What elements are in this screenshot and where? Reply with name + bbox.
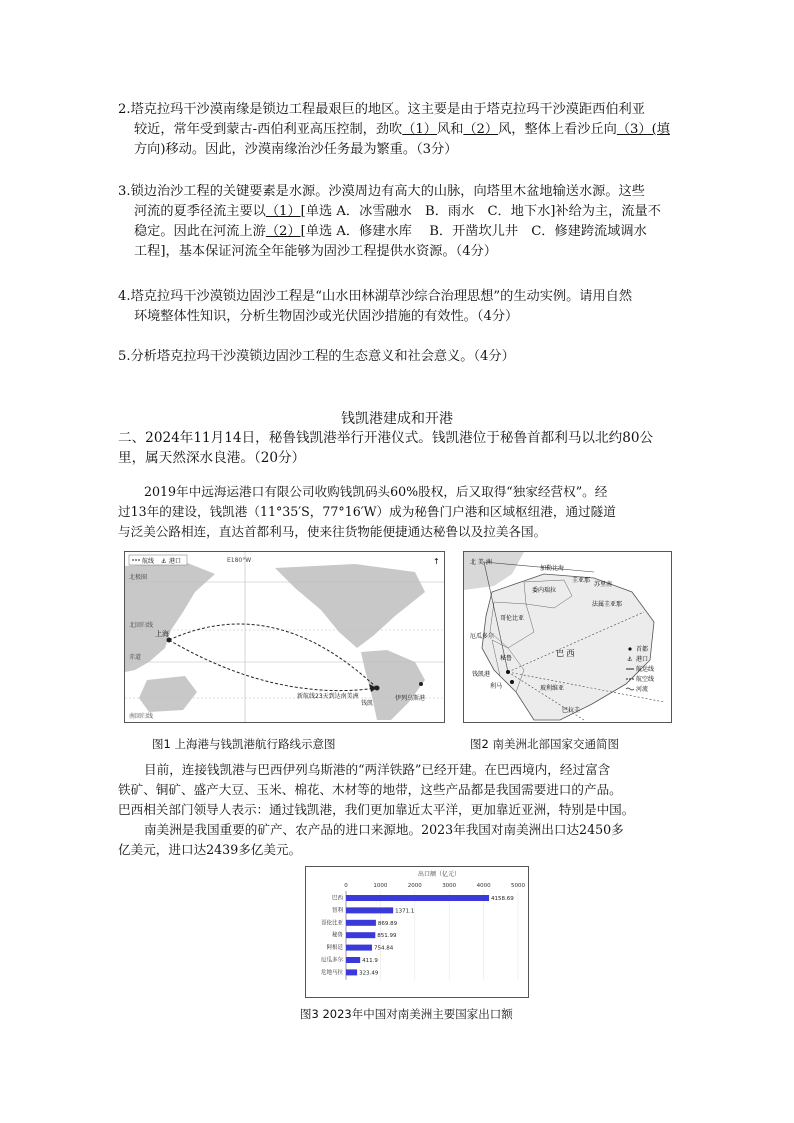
legend-port-label: 港口	[169, 558, 182, 565]
intro-line2: 里，属天然深水良港。（20分）	[118, 450, 306, 466]
bar	[346, 957, 360, 963]
x-tick-label: 3000	[442, 883, 457, 889]
q2-line3: 方向)移动。因此，沙漠南缘治沙任务最为繁重。（3分）	[134, 142, 458, 157]
q4-line2: 环境整体性知识，分析生物固沙或光伏固沙措施的有效性。（4分）	[134, 309, 519, 324]
q5-line1: 5.分析塔克拉玛干沙漠锁边固沙工程的生态意义和社会意义。（4分）	[118, 349, 515, 364]
value-label: 851.99	[377, 933, 397, 940]
x-tick-label: 0	[344, 883, 348, 889]
figure-2-caption: 图2 南美洲北部国家交通简图	[470, 737, 619, 751]
legend-port: 港口	[636, 656, 649, 663]
value-label: 411.9	[362, 958, 378, 964]
equator-label: 赤道	[129, 654, 142, 661]
arctic-label: 北极圈	[129, 574, 148, 581]
suriname-label: 苏里南	[594, 581, 613, 588]
route-note: 新航线23天到达南美洲	[297, 693, 359, 700]
para3-line1: 南美洲是我国重要的矿产、农产品的进口来源地。2023年我国对南美洲出口达2450多	[144, 822, 624, 837]
bar	[346, 907, 393, 913]
value-label: 754.84	[373, 945, 394, 952]
para1-line1: 2019年中远海运港口有限公司收购钱凯码头60%股权，后又取得“独家经营权”。经	[144, 484, 608, 499]
paragraph-1	[118, 482, 700, 542]
ecuador-label: 厄瓜多尔	[470, 633, 495, 640]
q3-line3a: 稳定。因此在河流上游	[134, 224, 266, 239]
q3-line1: 3.锁边治沙工程的关键要素是水源。沙漠周边有高大的山脉，向塔里木盆地输送水源。这些	[118, 184, 645, 199]
lima-point	[510, 680, 514, 684]
ilheus-label: 伊列乌斯港	[395, 695, 426, 702]
value-label: 4158.69	[491, 896, 514, 902]
figure-3-caption: 图3 2023年中国对南美洲主要国家出口额	[300, 1007, 513, 1021]
para3-line2: 亿美元，进口达2439多亿美元。	[118, 842, 302, 857]
shanghai-port	[167, 638, 172, 643]
legend-route-label: 航线	[142, 558, 155, 565]
capital-icon	[628, 647, 631, 650]
bar	[346, 932, 375, 938]
chart-title: 出口额（亿元）	[418, 871, 461, 878]
chancay-label-2: 钱凯港	[472, 671, 491, 678]
x-tick-label: 2000	[407, 883, 422, 889]
guiana-label: 法属圭亚那	[592, 601, 623, 608]
legend-shipline: 航运线	[636, 666, 655, 673]
figure-2-map	[463, 551, 672, 723]
q3-line2b: [单选 A．冰雪融水 B．雨水 C．地下水]补给为主，流量不	[300, 204, 661, 219]
category-label: 智利	[331, 907, 343, 914]
paraguay-label: 巴拉圭	[562, 707, 581, 714]
bar	[346, 920, 376, 926]
value-label: 1371.1	[395, 908, 415, 915]
shanghai-label: 上海	[155, 630, 169, 638]
guyana-label: 圭亚那	[572, 577, 591, 584]
q2-line2a: 较近，常年受到蒙古-西伯利亚高压控制，劲吹	[134, 122, 403, 137]
legend-river: 河流	[636, 686, 649, 693]
chancay-point	[506, 670, 510, 674]
na-label: 北 美 洲	[470, 559, 492, 566]
export-bar-chart	[306, 867, 528, 997]
q3-line2a: 河流的夏季径流主要以	[134, 204, 266, 219]
bolivia-label: 玻利维亚	[540, 685, 565, 692]
q4-line1: 4.塔克拉玛干沙漠锁边固沙工程是“山水田林湖草沙综合治理思想”的生动实例。请用自然	[118, 289, 632, 304]
question-3	[118, 182, 698, 262]
longitude-label: E180°W	[227, 557, 252, 564]
tropic-s-label: 南回归线	[129, 713, 154, 720]
chancay-label: 钱凯	[361, 700, 374, 707]
q3-blank-2[interactable]: （2）	[265, 224, 301, 239]
intro-line1: 二、2024年11月14日，秘鲁钱凯港举行开港仪式。钱凯港位于秘鲁首都利马以北约80公	[118, 430, 654, 446]
q2-line2b: 风和	[436, 122, 464, 137]
caribbean-label: 加勒比海	[540, 565, 565, 572]
q2-line1: 2.塔克拉玛干沙漠南缘是锁边工程最艰巨的地区。这主要是由于塔克拉玛干沙漠距西伯利亚	[118, 102, 645, 117]
value-label: 869.89	[377, 920, 398, 927]
paragraph-2	[118, 760, 700, 860]
question-5	[118, 347, 698, 367]
question-4	[118, 287, 698, 327]
x-tick-label: 4000	[476, 883, 491, 889]
anchor-icon: ⚓	[161, 558, 167, 565]
q3-line4: 工程]，基本保证河流全年能够为固沙工程提供水资源。（4分）	[134, 244, 497, 259]
section-intro	[118, 428, 700, 468]
bar	[346, 895, 489, 901]
category-label: 危地马拉	[320, 969, 343, 976]
section-title: 钱凯港建成和开港	[341, 411, 453, 427]
question-2	[118, 100, 698, 160]
figure-1-caption: 图1 上海港与钱凯港航行路线示意图	[152, 737, 336, 751]
category-label: 哥伦比亚	[320, 920, 343, 927]
category-label: 阿根廷	[326, 945, 343, 952]
peru-label: 秘鲁	[500, 655, 513, 662]
ilheus-port	[419, 682, 423, 686]
north-arrow-icon: ↑	[433, 557, 440, 566]
para2-line3: 巴西相关部门领导人表示：通过钱凯港，我们更加靠近太平洋，更加靠近亚洲，特别是中国。	[118, 802, 635, 817]
port-icon: ⚓	[627, 656, 633, 663]
chancay-port	[375, 686, 380, 691]
para1-line3: 与泛美公路相连，直达首都利马，使来往货物能便捷通达秘鲁以及拉美各国。	[118, 524, 547, 539]
tropic-n-label: 北回归线	[129, 622, 154, 629]
x-tick-label: 5000	[511, 883, 525, 889]
category-label: 厄瓜多尔	[320, 957, 343, 964]
q3-line3b: [单选 A．修建水库 B．开凿坎儿井 C．修建跨流域调水	[300, 224, 647, 239]
legend-airline: 航空线	[636, 676, 655, 683]
x-tick-label: 1000	[373, 883, 388, 889]
lima-label: 利马	[490, 683, 503, 690]
q3-blank-1[interactable]: （1）	[265, 204, 301, 219]
legend-capital: 首都	[636, 646, 649, 653]
para2-line1: 目前，连接钱凯港与巴西伊列乌斯港的“两洋铁路”已经开建。在巴西境内，经过富含	[144, 762, 611, 777]
bar	[346, 945, 372, 951]
figure-3-chart	[305, 866, 529, 998]
para1-line2: 过13年的建设，钱凯港（11°35′S，77°16′W）成为秘鲁门户港和区域枢纽港，通过隧道	[118, 504, 616, 519]
brazil-label: 巴 西	[556, 649, 575, 658]
q2-blank-3[interactable]: （3）(填	[616, 122, 670, 137]
figure-1-map	[124, 551, 445, 723]
category-label: 秘鲁	[331, 932, 343, 939]
venezuela-label: 委内瑞拉	[532, 587, 557, 594]
q2-blank-1[interactable]: （1）	[402, 122, 437, 137]
q2-line2c: 风，整体上看沙丘向	[498, 122, 617, 137]
value-label: 323.49	[359, 970, 379, 977]
colombia-label: 哥伦比亚	[500, 615, 525, 622]
q2-blank-2[interactable]: （2）	[463, 122, 499, 137]
para2-line2: 铁矿、铜矿、盛产大豆、玉米、棉花、木材等的地带，这些产品都是我国需要进口的产品。	[118, 782, 622, 797]
category-label: 巴西	[331, 895, 343, 902]
bar	[346, 969, 357, 975]
